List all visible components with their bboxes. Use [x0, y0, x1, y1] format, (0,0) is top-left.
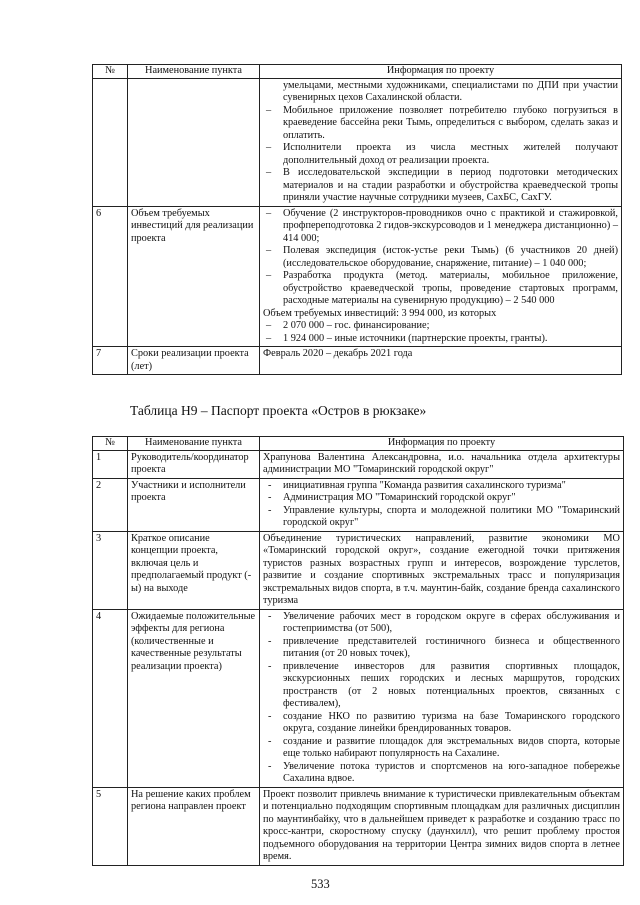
list-item: – Мобильное приложение позволяет потребителю глубоко погрузиться в краеведение бассейна реки Тымь, определиться с выбором, сделать заказ и оплатить.	[263, 105, 618, 143]
table-row	[93, 347, 622, 375]
cell-num: 5	[93, 787, 128, 865]
table-row	[93, 450, 624, 478]
table-row	[93, 478, 624, 531]
cell-num: 7	[93, 347, 128, 375]
list-item: – 1 924 000 – иные источники (партнерские проекты, гранты).	[263, 333, 618, 346]
table-row	[93, 609, 624, 787]
table-row	[93, 531, 624, 609]
cell-name: Руководитель/координатор проекта	[128, 450, 260, 478]
cell-num: 2	[93, 478, 128, 531]
cell-num: 1	[93, 450, 128, 478]
header-num: №	[93, 437, 128, 451]
cell-num: 4	[93, 609, 128, 787]
table-header-row	[93, 437, 624, 451]
list-item: – Разработка продукта (метод. материалы, мобильное приложение, обустройство краеведческой тропы, проведение стартовых программ, расходные материалы на сувенирную продукцию) – 2 540 000	[263, 270, 618, 308]
header-name: Наименование пункта	[128, 437, 260, 451]
list-item: - Увеличение потока туристов и спортсменов на юго-западное побережье Сахалина вдвое.	[263, 761, 620, 786]
header-info: Информация по проекту	[260, 437, 624, 451]
list-item: – В исследовательской экспедиции в период подготовки методических материалов и на стадии разработки и обустройства краеведческой тропы приняли участие научные сотрудники музеев, СахБС, СахГУ.	[263, 167, 618, 205]
cell-info: Февраль 2020 – декабрь 2021 года	[260, 347, 622, 375]
cell-info	[260, 478, 624, 531]
list-item: - создание и развитие площадок для экстремальных видов спорта, которые еще только набирают популярность на Сахалине.	[263, 736, 620, 761]
cell-info: Проект позволит привлечь внимание к туристически привлекательным объектам и потенциально подходящим спортивным площадкам для различных дисциплин по маунтинбайку, что в дальнейшем приведет к разработке и созданию трасс по кросс-кантри, скоростному спуску (даунхилл), что решит проблему простоя подъемного оборудования на территории Центра зимних видов спорта в летнее время.	[260, 787, 624, 865]
cell-info	[260, 206, 622, 347]
page-number: 533	[311, 877, 330, 891]
list-item: – 2 070 000 – гос. финансирование;	[263, 320, 618, 333]
cell-name: Краткое описание концепции проекта, включая цель и предполагаемый продукт (-ы) на выходе	[128, 531, 260, 609]
cell-name: На решение каких проблем региона направлен проект	[128, 787, 260, 865]
cell-info	[260, 609, 624, 787]
list-item: - Администрация МО "Томаринский городской округ"	[263, 492, 620, 505]
table-header-row	[93, 65, 622, 79]
cell-name: Объем требуемых инвестиций для реализации проекта	[128, 206, 260, 347]
cell-num: 3	[93, 531, 128, 609]
list-item: - создание НКО по развитию туризма на базе Томаринского городского округа, создание линейки брендированных товаров.	[263, 711, 620, 736]
list-item: – Обучение (2 инструкторов-проводников очно с практикой и стажировкой, профпереподготовка 2 гидов-экскурсоводов и 1 менеджера дистанционно) – 414 000;	[263, 208, 618, 246]
cell-num	[93, 78, 128, 206]
table-row	[93, 206, 622, 347]
cell-name	[128, 78, 260, 206]
header-num: №	[93, 65, 128, 79]
list-item-continued: умельцами, местными художниками, специалистами по ДПИ при участии сувенирных цехов Сахалинской области.	[283, 79, 618, 103]
table-caption: Таблица Н9 – Паспорт проекта «Остров в рюкзаке»	[130, 403, 427, 418]
header-info: Информация по проекту	[260, 65, 622, 79]
list-item: - привлечение инвесторов для развития спортивных площадок, экскурсионных пеших городских и лесных маршрутов, городских пространств (от 2 новых потенциальных проектов, связанных с фестивалем),	[263, 661, 620, 711]
table-row	[93, 787, 624, 865]
list-item: - инициативная группа "Команда развития сахалинского туризма"	[263, 480, 620, 493]
cell-info	[260, 78, 622, 206]
cell-name: Сроки реализации проекта (лет)	[128, 347, 260, 375]
cell-info: Объединение туристических направлений, развитие экономики МО «Томаринский городской округ», создание ежегодной точки притяжения туристов разных возрастных групп и интересов, возрождение турслетов, развитие и создание спортивных экстремальных трасс и популяризация экстремальных видов спорта, в т.ч. маунтин-байк, создание бренда сахалинского туризма	[260, 531, 624, 609]
list-item: – Полевая экспедиция (исток-устье реки Тымь) (6 участников 20 дней) (исследовательское оборудование, снаряжение, питание) – 1 040 000;	[263, 245, 618, 270]
cell-num: 6	[93, 206, 128, 347]
cell-info: Храпунова Валентина Александровна, и.о. начальника отдела архитектуры администрации МО "Томаринский городской округ"	[260, 450, 624, 478]
cell-name: Участники и исполнители проекта	[128, 478, 260, 531]
investment-total: Объем требуемых инвестиций: 3 994 000, из которых	[263, 307, 497, 319]
list-item: - Управление культуры, спорта и молодежной политики МО "Томаринский городской округ"	[263, 505, 620, 530]
list-item: - Увеличение рабочих мест в городском округе в сферах обслуживания и гостеприимства (от 500),	[263, 611, 620, 636]
project-passport-table	[92, 436, 624, 866]
cell-name: Ожидаемые положительные эффекты для региона (количественные и качественные результаты реализации проекта)	[128, 609, 260, 787]
header-name: Наименование пункта	[128, 65, 260, 79]
list-item: - привлечение представителей гостиничного бизнеса и общественного питания (от 20 новых точек),	[263, 636, 620, 661]
list-item: – Исполнители проекта из числа местных жителей получают дополнительный доход от реализации проекта.	[263, 142, 618, 167]
project-table-continued	[92, 64, 622, 375]
table-row	[93, 78, 622, 206]
